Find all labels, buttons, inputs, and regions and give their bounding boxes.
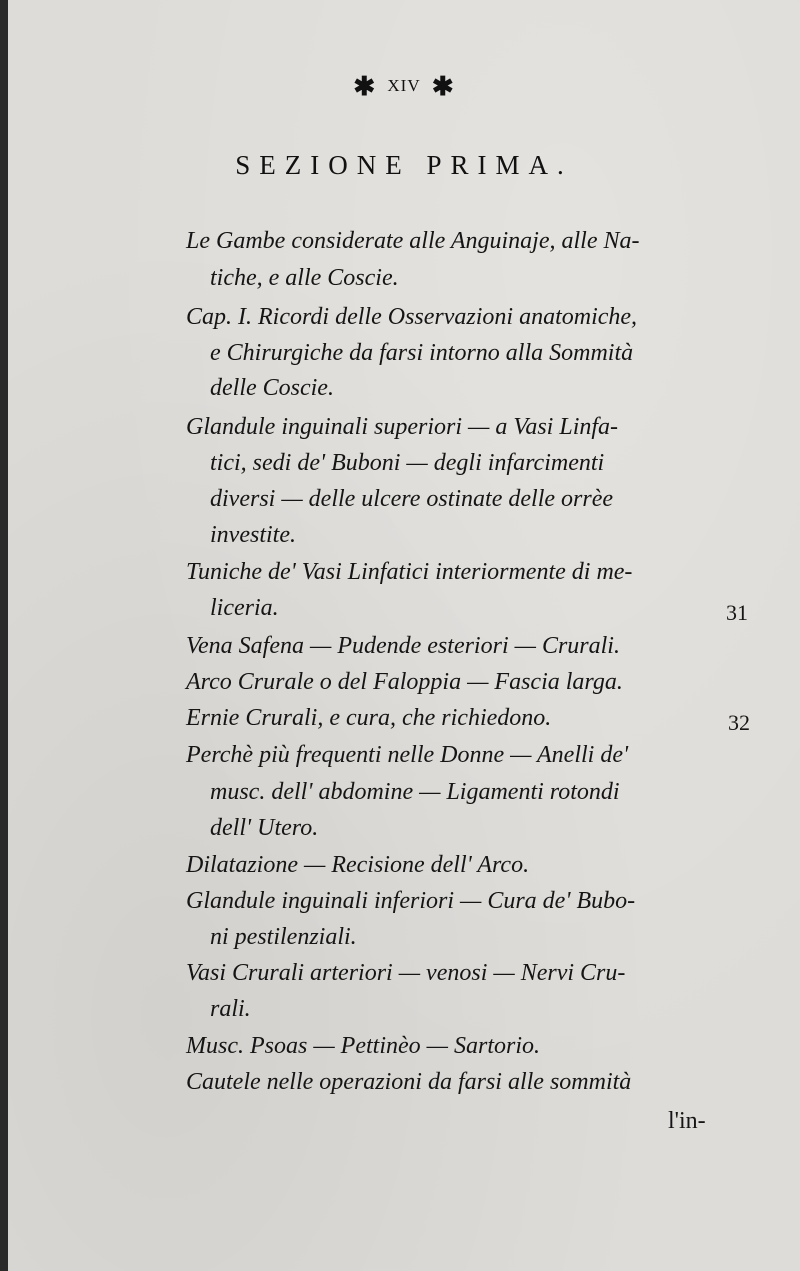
toc-line: musc. dell' abdomine — Ligamenti rotondi — [210, 779, 620, 805]
toc-line: Tuniche de' Vasi Linfatici interiormente di me- — [186, 559, 633, 585]
running-header — [8, 72, 800, 102]
toc-line: Cautele nelle operazioni da farsi alle sommità — [186, 1069, 632, 1095]
toc-line: Vena Safena — Pudende esteriori — Crurali. — [186, 633, 620, 659]
toc-line: Arco Crurale o del Faloppia — Fascia larga. — [186, 669, 623, 695]
toc-line: dell' Utero. — [210, 815, 319, 841]
ornament-right: ✱ — [431, 72, 455, 101]
toc-line: tiche, e alle Coscie. — [210, 265, 399, 291]
toc-line: e Chirurgiche da farsi intorno alla Sommità — [210, 340, 634, 366]
book-page — [8, 0, 800, 1271]
page-number: XIV — [387, 76, 421, 95]
margin-page-number: 31 — [726, 600, 748, 625]
margin-page-number: 32 — [728, 710, 750, 735]
toc-line: rali. — [210, 996, 251, 1022]
toc-line: Musc. Psoas — Pettinèo — Sartorio. — [186, 1033, 540, 1059]
toc-line: Glandule inguinali superiori — a Vasi Linfa- — [186, 414, 619, 440]
toc-line: liceria. — [210, 595, 279, 621]
toc-line: Le Gambe considerate alle Anguinaje, alle Na- — [186, 228, 640, 254]
section-title: SEZIONE PRIMA. — [235, 150, 573, 180]
toc-line: Vasi Crurali arteriori — venosi — Nervi Cru- — [186, 960, 626, 986]
toc-line: Ernie Crurali, e cura, che richiedono. — [186, 705, 552, 731]
catchword: l'in- — [668, 1108, 706, 1134]
toc-line: diversi — delle ulcere ostinate delle orrèe — [210, 486, 613, 512]
toc-line: delle Coscie. — [210, 375, 334, 401]
toc-line: Cap. I. Ricordi delle Osservazioni anatomiche, — [186, 304, 638, 330]
toc-line: Perchè più frequenti nelle Donne — Anelli de' — [186, 742, 629, 768]
toc-line: tici, sedi de' Buboni — degli infarcimenti — [210, 450, 605, 476]
toc-line: Dilatazione — Recisione dell' Arco. — [186, 852, 530, 878]
ornament-left: ✱ — [353, 72, 377, 101]
toc-line: ni pestilenziali. — [210, 924, 357, 950]
toc-line: investite. — [210, 522, 296, 548]
toc-line: Glandule inguinali inferiori — Cura de' Bubo- — [186, 888, 636, 914]
